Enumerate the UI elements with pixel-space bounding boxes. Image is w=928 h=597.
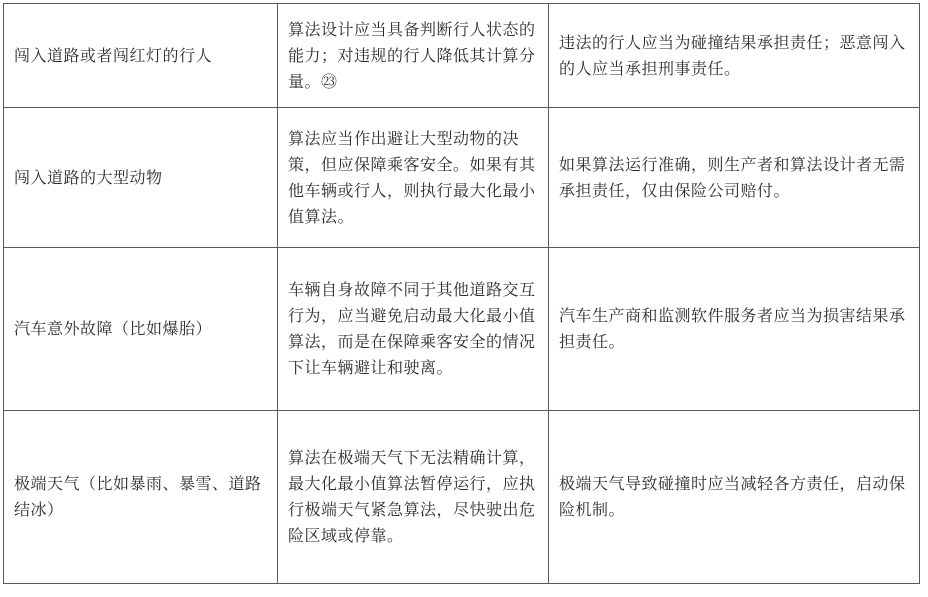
situation-cell: 闯入道路的大型动物 xyxy=(4,108,278,248)
algorithm-cell: 算法在极端天气下无法精确计算，最大化最小值算法暂停运行，应执行极端天气紧急算法，尽快驶出危险区域或停靠。 xyxy=(278,411,549,584)
algorithm-cell: 算法设计应当具备判断行人状态的能力；对违规的行人降低其计算分量。㉓ xyxy=(278,4,549,108)
liability-cell: 如果算法运行准确，则生产者和算法设计者无需承担责任，仅由保险公司赔付。 xyxy=(549,108,920,248)
situation-cell: 汽车意外故障（比如爆胎） xyxy=(4,248,278,411)
table-row xyxy=(4,411,920,584)
liability-table xyxy=(3,3,920,584)
situation-cell: 闯入道路或者闯红灯的行人 xyxy=(4,4,278,108)
table-row xyxy=(4,108,920,248)
algorithm-cell: 车辆自身故障不同于其他道路交互行为，应当避免启动最大化最小值算法，而是在保障乘客安全的情况下让车辆避让和驶离。 xyxy=(278,248,549,411)
liability-cell: 极端天气导致碰撞时应当减轻各方责任，启动保险机制。 xyxy=(549,411,920,584)
algorithm-cell: 算法应当作出避让大型动物的决策，但应保障乘客安全。如果有其他车辆或行人，则执行最大化最小值算法。 xyxy=(278,108,549,248)
table-row xyxy=(4,4,920,108)
situation-cell: 极端天气（比如暴雨、暴雪、道路结冰） xyxy=(4,411,278,584)
liability-cell: 违法的行人应当为碰撞结果承担责任；恶意闯入的人应当承担刑事责任。 xyxy=(549,4,920,108)
liability-cell: 汽车生产商和监测软件服务者应当为损害结果承担责任。 xyxy=(549,248,920,411)
table-row xyxy=(4,248,920,411)
